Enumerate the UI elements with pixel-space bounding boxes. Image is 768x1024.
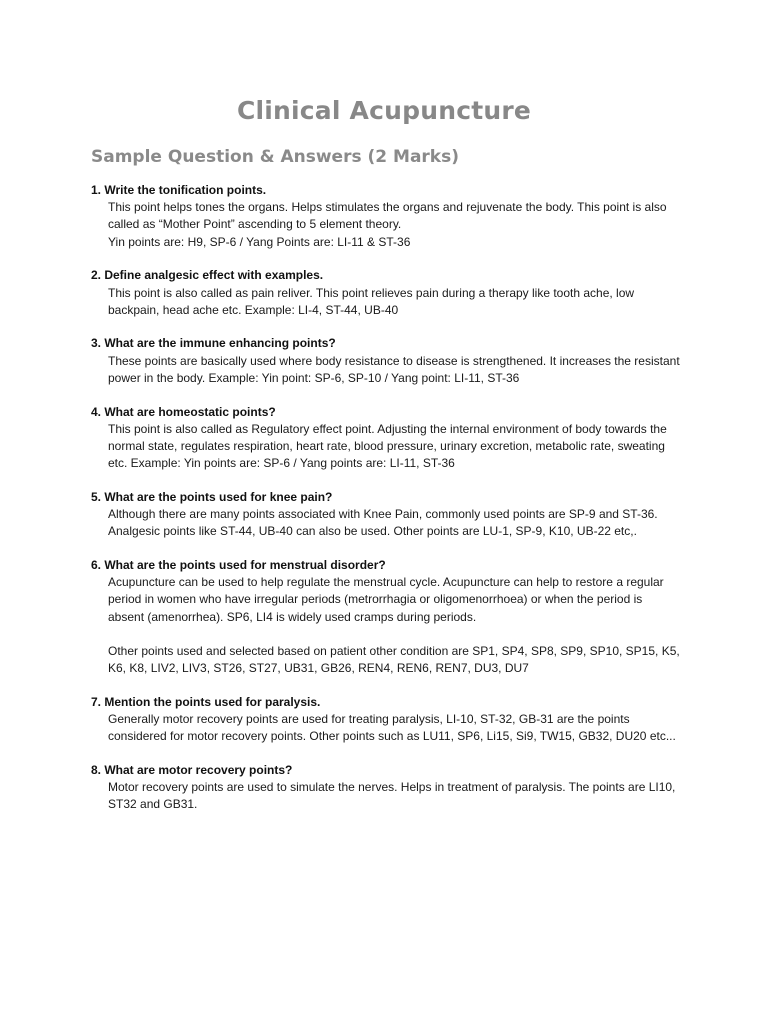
document-title: Clinical Acupuncture <box>236 96 532 125</box>
question-text: 7. Mention the points used for paralysis. <box>91 694 321 709</box>
question-text: 3. What are the immune enhancing points? <box>91 336 336 351</box>
question-text: 1. Write the tonification points. <box>91 183 267 197</box>
question-text: 2. Define analgesic effect with examples. <box>91 268 324 283</box>
answer-text <box>108 711 681 745</box>
answer-line: Generally motor recovery points are used for treating paralysis, LI-10, ST-32, GB-31 are the points considered for motor recovery points. Other points such as LU11, SP6, Li15, Si9, TW15, GB32, DU20 etc... <box>108 711 676 744</box>
answer-text <box>108 506 681 540</box>
qa-item-3 <box>91 335 681 387</box>
answer-text <box>108 353 681 387</box>
answer-line: This point helps tones the organs. Helps stimulates the organs and rejuvenate the body. This point is also called as “Mother Point” ascending to 5 element theory. <box>108 200 667 232</box>
answer-text <box>108 574 681 677</box>
answer-text <box>108 779 681 813</box>
answer-line: Motor recovery points are used to simulate the nerves. Helps in treatment of paralysis. The points are LI10, ST32 and GB31. <box>108 779 676 812</box>
answer-text <box>108 199 681 251</box>
question-text: 5. What are the points used for knee pain? <box>91 489 333 504</box>
answer-line: These points are basically used where body resistance to disease is strengthened. It increases the resistant power in the body. Example: Yin point: SP-6, SP-10 / Yang point: LI-11, ST-36 <box>108 353 680 385</box>
answer-text <box>108 421 681 473</box>
answer-line: This point is also called as pain reliver. This point relieves pain during a therapy like tooth ache, low backpain, head ache etc. Example: LI-4, ST-44, UB-40 <box>108 285 635 317</box>
answer-line: This point is also called as Regulatory effect point. Adjusting the internal environment of body towards the normal state, regulates respiration, heart rate, blood pressure, urinary excretion, metabolic rate, sweating etc. Example: Yin points are: SP-6 / Yang points are: LI-11, ST-36 <box>108 421 667 471</box>
question-text: 6. What are the points used for menstrual disorder? <box>91 557 386 572</box>
answer-text <box>108 285 681 319</box>
answer-line: Although there are many points associated with Knee Pain, commonly used points are SP-9 and ST-36. Analgesic points like ST-44, UB-40 can also be used. Other points are LU-1, SP-9, K10, UB-22 etc,. <box>108 507 658 539</box>
qa-item-6 <box>91 557 681 677</box>
document-subtitle: Sample Question & Answers (2 Marks) <box>91 147 459 167</box>
question-answer-list <box>91 182 681 830</box>
qa-item-2 <box>91 267 681 319</box>
question-text: 8. What are motor recovery points? <box>91 762 293 777</box>
qa-item-7 <box>91 694 681 746</box>
qa-item-5 <box>91 489 681 541</box>
answer-paragraph: Acupuncture can be used to help regulate the menstrual cycle. Acupuncture can help to restore a regular period in women who have irregular periods (metrorrhagia or oligomenorrhoea) or when the period is absent (amenorrhea). SP6, LI4 is widely used cramps during periods. <box>108 575 664 624</box>
answer-paragraph: Other points used and selected based on patient other condition are SP1, SP4, SP8, SP9, SP10, SP15, K5, K6, K8, LIV2, LIV3, ST26, ST27, UB31, GB26, REN4, REN6, REN7, DU3, DU7 <box>108 643 680 675</box>
answer-line: Yin points are: H9, SP-6 / Yang Points are: LI-11 & ST-36 <box>108 234 411 249</box>
question-text: 4. What are homeostatic points? <box>91 404 276 419</box>
qa-item-8 <box>91 762 681 814</box>
qa-item-1 <box>91 182 681 251</box>
qa-item-4 <box>91 404 681 473</box>
